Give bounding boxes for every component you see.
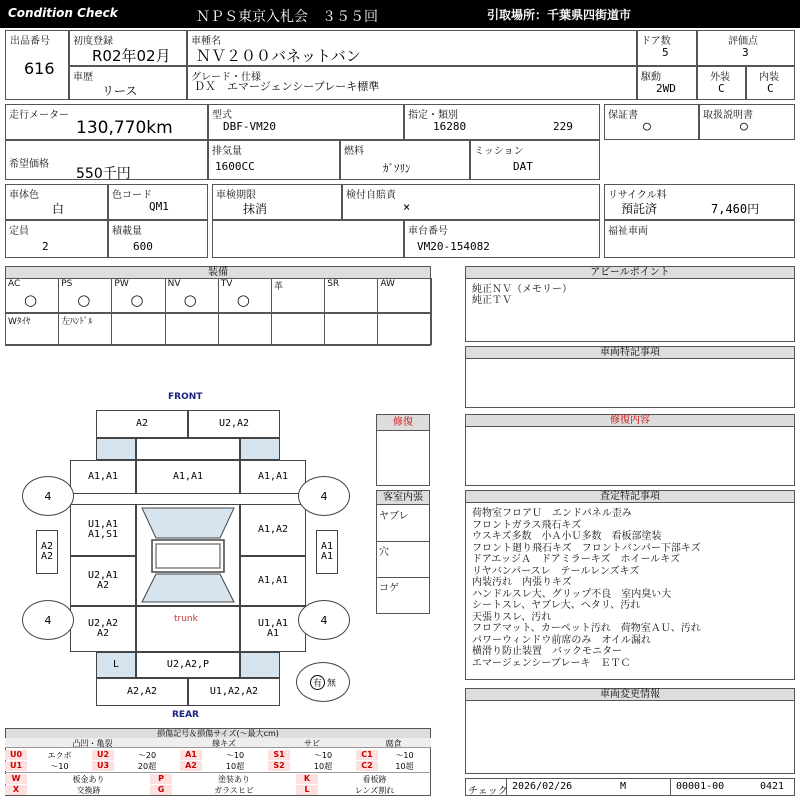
inspection-line: 横滑り防止装置 バックモニター bbox=[472, 646, 622, 657]
special-panel bbox=[465, 346, 795, 408]
name-cell bbox=[187, 30, 637, 66]
panel-side-left: A2 A2 bbox=[36, 530, 58, 574]
equipment-cell-row2 bbox=[5, 313, 59, 345]
spec-value-2: 229 bbox=[553, 120, 573, 133]
insurance-label: 検付自賠責 bbox=[346, 190, 396, 201]
spec-value-1: 16280 bbox=[433, 120, 467, 133]
equipment-cell bbox=[165, 278, 219, 313]
body-label: 車体色 bbox=[9, 190, 39, 201]
panel-row3-left: U2,A1 A2 bbox=[70, 556, 136, 606]
equipment-cell-row2 bbox=[58, 313, 112, 345]
check-label: チェック bbox=[468, 786, 508, 797]
lot-cell bbox=[5, 30, 69, 100]
equipment-header: PS bbox=[61, 279, 73, 289]
legend-desc: 塗装あり bbox=[218, 775, 250, 784]
legend-code: L bbox=[296, 785, 318, 795]
mileage-cell bbox=[5, 104, 208, 140]
legend-desc: 〜10 bbox=[50, 762, 69, 771]
legend-category: 凸凹・亀裂 bbox=[5, 738, 180, 748]
equipment-header: AC bbox=[8, 279, 21, 289]
fuel-label: 燃料 bbox=[344, 146, 364, 157]
model-value: DBF-VM20 bbox=[223, 120, 276, 133]
manual-cell bbox=[699, 104, 795, 140]
panel-row2-left: U1,A1 A1,S1 bbox=[70, 504, 136, 556]
body-value: 白 bbox=[52, 202, 65, 216]
grade-value: ＤＸ エマージェンシーブレーキ標準 bbox=[194, 80, 380, 93]
footer-num: 0421 bbox=[760, 781, 785, 792]
legend-desc: 10超 bbox=[313, 762, 333, 771]
repair-panel bbox=[376, 414, 430, 486]
repair-content-panel bbox=[465, 414, 795, 486]
rating-cell bbox=[697, 30, 795, 66]
appeal-title: アピールポイント bbox=[466, 267, 794, 279]
legend-code: U0 bbox=[5, 750, 27, 760]
equipment-cell-row2 bbox=[218, 313, 272, 345]
door-value: 5 bbox=[662, 46, 669, 59]
color-label: 色コード bbox=[112, 190, 152, 201]
panel-rear-right-corner bbox=[240, 652, 280, 678]
history-cell bbox=[69, 66, 187, 100]
load-cell bbox=[108, 220, 208, 258]
inspection-line: シートスレ、ヤブレ大、ヘタリ、汚れ bbox=[472, 600, 641, 611]
capacity-value: 2 bbox=[42, 240, 49, 253]
reg-label: 初度登録 bbox=[73, 36, 113, 47]
mileage-value: 130,770km bbox=[76, 118, 173, 138]
legend-category: 線キズ bbox=[180, 738, 268, 748]
recycle-amount: 7,460円 bbox=[711, 202, 760, 216]
tire-front-right: 4 bbox=[298, 476, 350, 516]
disp-cell bbox=[208, 140, 340, 180]
int-cell bbox=[746, 66, 795, 100]
panel-rear-left-corner: L bbox=[96, 652, 136, 678]
mission-label: ミッション bbox=[474, 146, 524, 157]
panel-row1-mid: A1,A1 bbox=[136, 460, 240, 494]
divider bbox=[670, 779, 671, 795]
interior-panel bbox=[376, 490, 430, 614]
equipment-cell-row2 bbox=[165, 313, 219, 345]
appeal-panel bbox=[465, 266, 795, 342]
appeal-line: 純正ＮＶ（メモリー） bbox=[472, 284, 572, 295]
equipment-cell bbox=[271, 278, 325, 313]
legend-code: U1 bbox=[5, 761, 27, 771]
equipment-title: 装備 bbox=[6, 267, 430, 279]
name-value: ＮＶ２００バネットバン bbox=[196, 47, 361, 65]
ext-value: C bbox=[718, 82, 725, 95]
int-label: 内装 bbox=[759, 72, 779, 83]
equipment-cell-row2 bbox=[324, 313, 378, 345]
equipment-cell-row2 bbox=[271, 313, 325, 345]
panel-hood bbox=[136, 438, 240, 460]
equipment-cell bbox=[218, 278, 272, 313]
chassis-cell bbox=[404, 220, 600, 258]
inspection-line: ドアエッジＡ ドアミラーキズ ホイールキズ bbox=[472, 554, 681, 565]
welfare-label: 福祉車両 bbox=[608, 226, 648, 237]
fuel-cell bbox=[340, 140, 470, 180]
body-cell bbox=[5, 184, 108, 220]
inspect-label: 車検期限 bbox=[216, 190, 256, 201]
inspection-line: ハンドルスレ大、グリップ不良 室内臭い大 bbox=[472, 588, 672, 600]
ext-cell bbox=[697, 66, 746, 100]
inspection-line: エマージェンシーブレーキ ＥＴＣ bbox=[472, 657, 631, 669]
warranty-value: ○ bbox=[643, 119, 651, 134]
inspection-line: 荷物室フロアＵ エンドパネル歪み bbox=[472, 508, 632, 519]
inspect-value: 抹消 bbox=[243, 202, 268, 216]
legend-code: S1 bbox=[268, 750, 290, 760]
inspection-line: フロント廻り飛石キズ フロントバンパー下部キズ bbox=[472, 542, 701, 554]
reg-value: R02年02月 bbox=[92, 47, 171, 65]
price-value: 550千円 bbox=[76, 166, 131, 182]
tire-front-left: 4 bbox=[22, 476, 74, 516]
legend-desc: 交換跡 bbox=[76, 786, 101, 795]
disp-value: 1600CC bbox=[215, 160, 255, 173]
equipment-mark: ○ bbox=[24, 291, 38, 309]
legend-desc: ガラスヒビ bbox=[214, 786, 254, 795]
legend-desc: 10超 bbox=[395, 762, 414, 771]
recycle-cell bbox=[604, 184, 795, 220]
inspection-line: フロアマット、カーペット汚れ 荷物室ＡＵ、汚れ bbox=[472, 623, 701, 634]
inspection-line: リヤバンパースレ テールレンズキズ bbox=[472, 565, 640, 577]
panel-top-right: U2,A2 bbox=[188, 410, 280, 438]
panel-row4-right: U1,A1 A1 bbox=[240, 606, 306, 652]
tire-rear-right: 4 bbox=[298, 600, 350, 640]
legend-title: 損傷記号＆損傷サイズ(〜最大cm) bbox=[6, 729, 430, 739]
chassis-label: 車台番号 bbox=[408, 226, 448, 237]
welfare-cell bbox=[604, 220, 795, 258]
legend-category: サビ bbox=[268, 738, 356, 748]
footer-bar bbox=[465, 778, 795, 796]
equipment-mark: ○ bbox=[183, 291, 197, 309]
color-cell bbox=[108, 184, 208, 220]
lot-label: 出品番号 bbox=[10, 36, 50, 47]
auction-title: ＮＰＳ東京入札会 ３５５回 bbox=[196, 9, 378, 25]
insurance-cell bbox=[342, 184, 600, 220]
legend-code: X bbox=[5, 785, 27, 795]
interior-item: ヤブレ bbox=[379, 511, 409, 522]
legend-desc: 〜20 bbox=[137, 751, 157, 760]
drive-cell bbox=[637, 66, 697, 100]
inspection-line: フロントガラス飛石キズ bbox=[472, 519, 582, 531]
equipment-cell bbox=[5, 278, 59, 313]
change-title: 車両変更情報 bbox=[466, 689, 794, 701]
equipment-header: AW bbox=[380, 279, 395, 289]
legend-desc: レンズ割れ bbox=[354, 786, 395, 795]
panel-front-right-corner bbox=[240, 438, 280, 460]
name-label: 車種名 bbox=[191, 36, 221, 47]
equipment-cell bbox=[324, 278, 378, 313]
change-panel bbox=[465, 688, 795, 774]
manual-label: 取扱説明書 bbox=[703, 110, 753, 121]
warranty-label: 保証書 bbox=[608, 110, 638, 121]
inspection-line: 内装汚れ 内張りキズ bbox=[472, 577, 572, 588]
history-value: リース bbox=[102, 84, 138, 98]
legend-desc: 20超 bbox=[137, 762, 157, 771]
panel-rear-mid: U2,A2,P bbox=[136, 652, 240, 678]
panel-front-left-corner bbox=[96, 438, 136, 460]
lot-value: 616 bbox=[24, 59, 55, 78]
spare-no: 無 bbox=[327, 678, 337, 689]
check-date: 2026/02/26 bbox=[512, 781, 573, 792]
legend-code: A1 bbox=[180, 750, 202, 760]
equipment-row2-item: 左ﾊﾝﾄﾞﾙ bbox=[61, 317, 93, 327]
equipment-header: PW bbox=[114, 279, 129, 289]
grade-label: グレード・仕様 bbox=[191, 72, 261, 83]
price-cell bbox=[5, 140, 208, 180]
panel-row1-right: A1,A1 bbox=[240, 460, 306, 494]
legend-desc: 〜10 bbox=[225, 751, 245, 760]
equipment-mark: ○ bbox=[236, 291, 250, 309]
trunk-label: trunk bbox=[174, 614, 198, 624]
int-value: C bbox=[767, 82, 774, 95]
legend-desc: 〜10 bbox=[313, 751, 333, 760]
divider bbox=[506, 779, 507, 795]
ext-label: 外装 bbox=[710, 72, 730, 83]
special-title: 車両特記事項 bbox=[466, 347, 794, 359]
spare-tire bbox=[296, 662, 350, 702]
spec-cell bbox=[404, 104, 600, 140]
interior-item: コゲ bbox=[379, 583, 399, 594]
legend-code: P bbox=[150, 774, 172, 784]
drive-label: 駆動 bbox=[641, 72, 661, 83]
fuel-value: ｶﾞｿﾘﾝ bbox=[383, 162, 411, 175]
price-label: 希望価格 bbox=[9, 159, 49, 170]
color-value: QM1 bbox=[149, 200, 169, 213]
rating-label: 評価点 bbox=[728, 36, 758, 47]
recycle-label: リサイクル料 bbox=[608, 190, 667, 201]
model-cell bbox=[208, 104, 404, 140]
load-label: 積載量 bbox=[112, 226, 142, 237]
history-label: 車歴 bbox=[73, 72, 93, 83]
front-label: FRONT bbox=[168, 392, 203, 402]
equipment-cell-row2 bbox=[111, 313, 165, 345]
warranty-cell bbox=[604, 104, 699, 140]
panel-top-left: A2 bbox=[96, 410, 188, 438]
repair-title: 修復 bbox=[377, 415, 429, 431]
panel-bottom-right: U1,A2,A2 bbox=[188, 678, 280, 706]
equipment-mark: ○ bbox=[77, 291, 91, 309]
chassis-value: VM20-154082 bbox=[417, 240, 490, 253]
spec-label: 指定・類別 bbox=[408, 110, 458, 121]
pickup-location: 引取場所：千葉県四街道市 bbox=[487, 8, 632, 22]
panel-bottom-left: A2,A2 bbox=[96, 678, 188, 706]
legend-code: A2 bbox=[180, 761, 202, 771]
appeal-line: 純正ＴＶ bbox=[472, 295, 512, 306]
tire-rear-left: 4 bbox=[22, 600, 74, 640]
load-value: 600 bbox=[133, 240, 153, 253]
inspection-line: 天張りスレ、汚れ bbox=[472, 611, 552, 623]
equipment-header: 革 bbox=[274, 282, 284, 292]
equipment-header: NV bbox=[167, 279, 181, 289]
roof-glass bbox=[136, 504, 240, 606]
mission-value: DAT bbox=[513, 160, 533, 173]
legend-category: 腐食 bbox=[356, 738, 431, 748]
inspection-line: パワーウィンドウ前席のみ オイル漏れ bbox=[472, 634, 651, 646]
legend-desc: エクボ bbox=[47, 751, 72, 760]
reg-cell bbox=[69, 30, 187, 66]
blank-cell bbox=[212, 220, 404, 258]
equipment-cell bbox=[377, 278, 431, 313]
capacity-cell bbox=[5, 220, 108, 258]
repair-content-title: 修復内容 bbox=[466, 415, 794, 427]
panel-trunk bbox=[136, 606, 240, 652]
panel-row1-left: A1,A1 bbox=[70, 460, 136, 494]
legend-desc: 〜10 bbox=[395, 751, 414, 760]
legend-code: K bbox=[296, 774, 318, 784]
panel-side-right: A1 A1 bbox=[316, 530, 338, 574]
divider bbox=[5, 772, 431, 773]
panel-row3-right: A1,A1 bbox=[240, 556, 306, 606]
inspection-line: ウスキズ多数 小Ａ小Ｕ多数 看板部塗装 bbox=[472, 531, 662, 542]
legend-code: C1 bbox=[356, 750, 378, 760]
divider bbox=[377, 541, 429, 542]
panel-row4-left: U2,A2 A2 bbox=[70, 606, 136, 652]
footer-code: 00001-00 bbox=[676, 781, 725, 792]
panel-row2-right: A1,A2 bbox=[240, 504, 306, 556]
capacity-label: 定員 bbox=[9, 226, 29, 237]
check-mark: M bbox=[620, 781, 627, 792]
recycle-status: 預託済 bbox=[621, 202, 658, 216]
legend-code: U3 bbox=[92, 761, 114, 771]
interior-title: 客室内張 bbox=[377, 491, 429, 505]
divider bbox=[377, 577, 429, 578]
legend-code: C2 bbox=[356, 761, 378, 771]
equipment-header: TV bbox=[220, 279, 233, 289]
header-bar bbox=[0, 0, 800, 28]
rating-value: 3 bbox=[742, 46, 749, 59]
grade-cell bbox=[187, 66, 637, 100]
inspect-cell bbox=[212, 184, 342, 220]
drive-value: 2WD bbox=[656, 82, 676, 95]
legend-desc: 板金あり bbox=[72, 775, 105, 784]
spare-yes: 有 bbox=[310, 675, 325, 690]
legend-desc: 看板跡 bbox=[362, 775, 387, 784]
mileage-label: 走行メーター bbox=[9, 110, 69, 121]
mission-cell bbox=[470, 140, 600, 180]
legend-code: U2 bbox=[92, 750, 114, 760]
equipment-cell bbox=[111, 278, 165, 313]
model-label: 型式 bbox=[212, 110, 232, 121]
rear-label: REAR bbox=[172, 710, 199, 720]
insurance-value: × bbox=[403, 200, 411, 214]
legend-code: S2 bbox=[268, 761, 290, 771]
legend-code: G bbox=[150, 785, 172, 795]
legend-code: W bbox=[5, 774, 27, 784]
interior-item: 穴 bbox=[379, 547, 389, 558]
equipment-row2-item: Wﾀｲﾔ bbox=[8, 317, 31, 327]
equipment-header: SR bbox=[327, 279, 340, 289]
door-label: ドア数 bbox=[641, 36, 671, 47]
legend-desc: 10超 bbox=[225, 762, 245, 771]
disp-label: 排気量 bbox=[212, 146, 242, 157]
door-cell bbox=[637, 30, 697, 66]
condition-check-title: Condition Check bbox=[8, 6, 118, 20]
equipment-cell-row2 bbox=[377, 313, 431, 345]
manual-value: ○ bbox=[740, 119, 748, 134]
equipment-cell bbox=[58, 278, 112, 313]
inspection-title: 査定特記事項 bbox=[466, 491, 794, 503]
inspection-panel bbox=[465, 490, 795, 680]
equipment-mark: ○ bbox=[130, 291, 144, 309]
